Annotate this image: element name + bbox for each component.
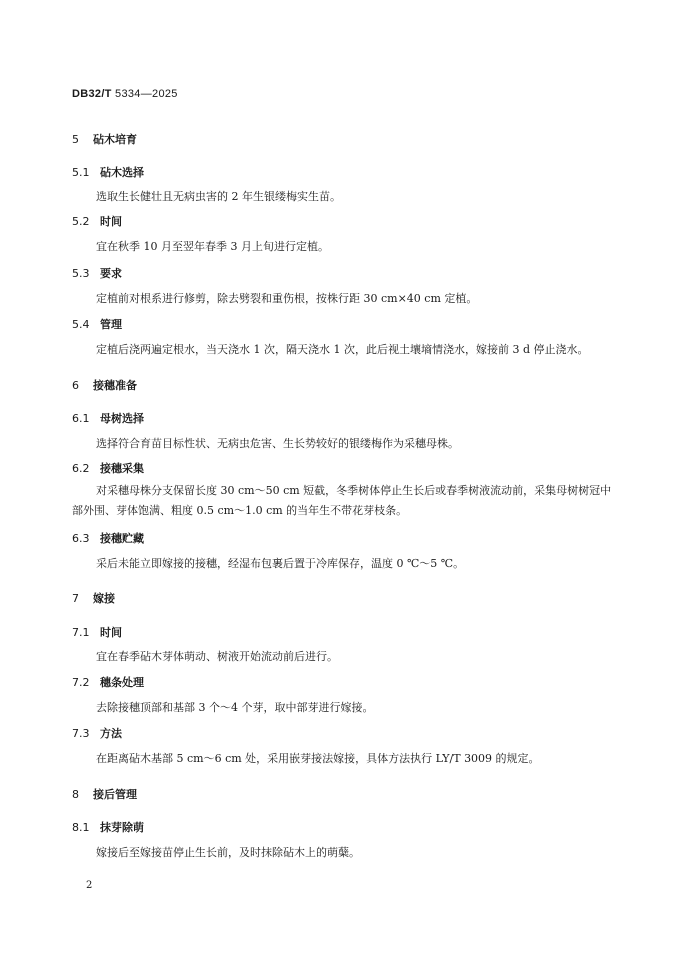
clause-6-1-text: 选择符合育苗目标性状、无病虫危害、生长势较好的银缕梅作为采穗母株。	[96, 437, 459, 450]
clause-number: 7.1	[72, 626, 90, 639]
clause-number: 7.3	[72, 727, 90, 740]
clause-number: 7.2	[72, 676, 90, 689]
section-8-heading	[72, 786, 137, 802]
clause-title: 接穗采集	[100, 462, 144, 475]
clause-number: 6.2	[72, 462, 90, 475]
clause-title: 抹芽除萌	[100, 821, 144, 834]
clause-5-3-heading	[72, 265, 122, 281]
clause-title: 母树选择	[100, 412, 144, 425]
clause-number: 5.2	[72, 215, 90, 228]
section-number: 8	[72, 788, 79, 801]
clause-6-1-heading	[72, 410, 144, 426]
clause-5-3-text: 定植前对根系进行修剪，除去劈裂和重伤根，按株行距 30 cm×40 cm 定植。	[96, 292, 478, 305]
clause-title: 时间	[100, 626, 122, 639]
section-number: 7	[72, 592, 79, 605]
clause-7-3-heading	[72, 725, 122, 741]
clause-5-4-text: 定植后浇两遍定根水，当天浇水 1 次，隔天浇水 1 次，此后视土壤墒情浇水，嫁接前 3 d 停止浇水。	[96, 343, 589, 356]
clause-7-3-text: 在距离砧木基部 5 cm～6 cm 处，采用嵌芽接法嫁接，具体方法执行 LY/T 3009 的规定。	[96, 752, 540, 765]
clause-5-2-heading	[72, 213, 122, 229]
standard-code-header	[72, 87, 178, 100]
clause-number: 6.1	[72, 412, 90, 425]
clause-7-1-heading	[72, 624, 122, 640]
clause-number: 5.3	[72, 267, 90, 280]
clause-5-1-text: 选取生长健壮且无病虫害的 2 年生银缕梅实生苗。	[96, 190, 341, 203]
standard-code-prefix: DB32/T	[72, 88, 112, 100]
clause-7-1-text: 宜在春季砧木芽体萌动、树液开始流动前后进行。	[96, 650, 338, 663]
clause-number: 5.4	[72, 318, 90, 331]
clause-title: 方法	[100, 727, 122, 740]
section-title: 接后管理	[93, 788, 137, 801]
section-6-heading	[72, 377, 137, 393]
clause-6-2-text: 对采穗母株分支保留长度 30 cm～50 cm 短截，冬季树体停止生长后或春季树液流动前，采集母树树冠中部外围、芽体饱满、粗度 0.5 cm～1.0 cm 的当年生不带花芽枝条。	[72, 484, 612, 517]
clause-number: 6.3	[72, 532, 90, 545]
clause-5-4-heading	[72, 316, 122, 332]
section-7-heading	[72, 590, 115, 606]
clause-number: 5.1	[72, 166, 90, 179]
clause-6-2-heading	[72, 460, 144, 476]
section-number: 5	[72, 133, 79, 146]
clause-title: 接穗贮藏	[100, 532, 144, 545]
clause-5-1-heading	[72, 164, 144, 180]
clause-6-3-text: 采后未能立即嫁接的接穗，经湿布包裹后置于冷库保存，温度 0 ℃～5 ℃。	[96, 557, 465, 570]
page-number: 2	[86, 880, 93, 891]
clause-title: 时间	[100, 215, 122, 228]
clause-title: 管理	[100, 318, 122, 331]
clause-7-2-heading	[72, 674, 144, 690]
clause-title: 穗条处理	[100, 676, 144, 689]
standard-code-number: 5334—2025	[111, 88, 178, 100]
clause-6-3-heading	[72, 530, 144, 546]
section-5-heading	[72, 131, 137, 147]
clause-title: 砧木选择	[100, 166, 144, 179]
clause-8-1-text: 嫁接后至嫁接苗停止生长前，及时抹除砧木上的萌蘖。	[96, 846, 360, 859]
section-number: 6	[72, 379, 79, 392]
clause-5-2-text: 宜在秋季 10 月至翌年春季 3 月上旬进行定植。	[96, 240, 329, 253]
clause-title: 要求	[100, 267, 122, 280]
section-title: 接穗准备	[93, 379, 137, 392]
clause-number: 8.1	[72, 821, 90, 834]
clause-8-1-heading	[72, 819, 144, 835]
section-title: 嫁接	[93, 592, 115, 605]
section-title: 砧木培育	[93, 133, 137, 146]
clause-7-2-text: 去除接穗顶部和基部 3 个～4 个芽，取中部芽进行嫁接。	[96, 701, 374, 714]
